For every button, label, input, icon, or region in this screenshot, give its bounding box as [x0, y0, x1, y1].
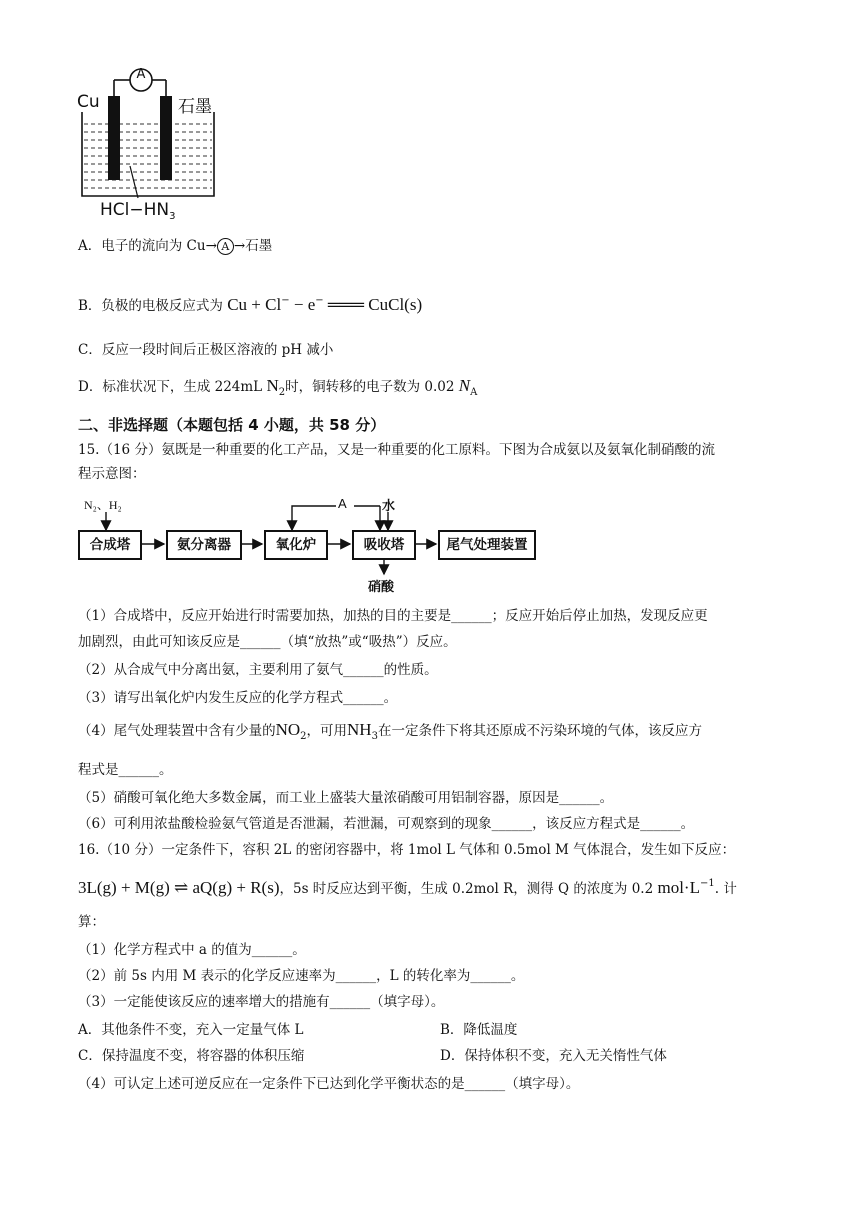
synthesis-tower-box: 合成塔: [78, 530, 142, 560]
input-gases-label: N₂、H₂: [84, 498, 122, 512]
q16-p4: （4）可认定上述可逆反应在一定条件下已达到化学平衡状态的是______（填字母）。: [78, 1076, 580, 1092]
graphite-label: 石墨: [178, 97, 212, 117]
graphite-electrode: [160, 96, 172, 180]
q16-equation-line: 3L(g) + M(g) ⇌ aQ(g) + R(s)，5s 时反应达到平衡，生成 0.2mol R，测得 Q 的浓度为 0.2 $mol\cdot L^{-1}$. 计: [78, 878, 737, 897]
section-title: 二、非选择题（本题包括 4 小题，共 58 分）: [78, 416, 386, 434]
electrolyte-label: $HCl-HN_3$: [100, 200, 176, 222]
q16-option-b: B．降低温度: [440, 1022, 518, 1038]
q15-p1b: 加剧烈，由此可知该反应是______（填“放热”或“吸热”）反应。: [78, 634, 457, 650]
q16-option-d: D．保持体积不变，充入无关惰性气体: [440, 1048, 667, 1064]
q16-p3: （3）一定能使该反应的速率增大的措施有______（填字母）。: [78, 994, 445, 1010]
q15-p1a: （1）合成塔中，反应开始进行时需要加热，加热的目的主要是______；反应开始后停止加热，发现反应更: [78, 608, 708, 624]
q15-p4: （4）尾气处理装置中含有少量的$NO_2$，可用$NH_3$在一定条件下将其还原成不污染环境的气体，该反应方: [78, 720, 702, 742]
q15-p3: （3）请写出氧化炉内发生反应的化学方程式______。: [78, 690, 398, 706]
option-d: D．标准状况下，生成 224mL $N_2$时，铜转移的电子数为 0.02 $N_A$: [78, 376, 478, 398]
q16-p2: （2）前 5s 内用 M 表示的化学反应速率为______，L 的转化率为______。: [78, 968, 525, 984]
tail-gas-box: 尾气处理装置: [438, 530, 536, 560]
oxidation-furnace-box: 氧化炉: [264, 530, 328, 560]
option-a: A．电子的流向为 Cu→ A →石墨: [78, 238, 273, 254]
nitric-acid-label: 硝酸: [368, 580, 395, 595]
ammonia-separator-box: 氨分离器: [166, 530, 242, 560]
q16-option-a: A．其他条件不变，充入一定量气体 L: [78, 1022, 304, 1038]
circled-a-icon: A: [217, 238, 234, 255]
a-label: A: [338, 496, 347, 511]
ammeter-label: A: [136, 67, 146, 82]
q15-intro-line1: 15.（16 分）氨既是一种重要的化工产品，又是一种重要的化工原料。下图为合成氨以及氨氧化制硝酸的流: [78, 442, 715, 458]
q16-p1: （1）化学方程式中 a 的值为______。: [78, 942, 306, 958]
q16-option-c: C．保持温度不变，将容器的体积压缩: [78, 1048, 305, 1064]
q15-intro-line2: 程示意图：: [78, 466, 146, 482]
process-flow-diagram: [78, 492, 538, 596]
cu-electrode: [108, 96, 120, 180]
absorption-tower-box: 吸收塔: [352, 530, 416, 560]
q15-p5: （5）硝酸可氧化绝大多数金属，而工业上盛装大量浓硝酸可用铝制容器，原因是______。: [78, 790, 614, 806]
option-c: C．反应一段时间后正极区溶液的 pH 减小: [78, 342, 334, 358]
q16-intro: 16.（10 分）一定条件下，容积 2L 的密闭容器中，将 1mol L 气体和 0.5mol M 气体混合，发生如下反应：: [78, 842, 736, 858]
cu-label: Cu: [77, 92, 100, 112]
q15-p2: （2）从合成气中分离出氨，主要利用了氨气______的性质。: [78, 662, 438, 678]
water-label: 水: [382, 499, 396, 514]
q16-calc: 算：: [78, 914, 105, 930]
q15-p6: （6）可利用浓盐酸检验氨气管道是否泄漏，若泄漏，可观察到的现象______，该反应方程式是______。: [78, 816, 695, 832]
option-b: B．负极的电极反应式为 Cu + Cl− − e− ═══ CuCl(s): [78, 295, 423, 314]
q15-p4b: 程式是______。: [78, 762, 173, 778]
